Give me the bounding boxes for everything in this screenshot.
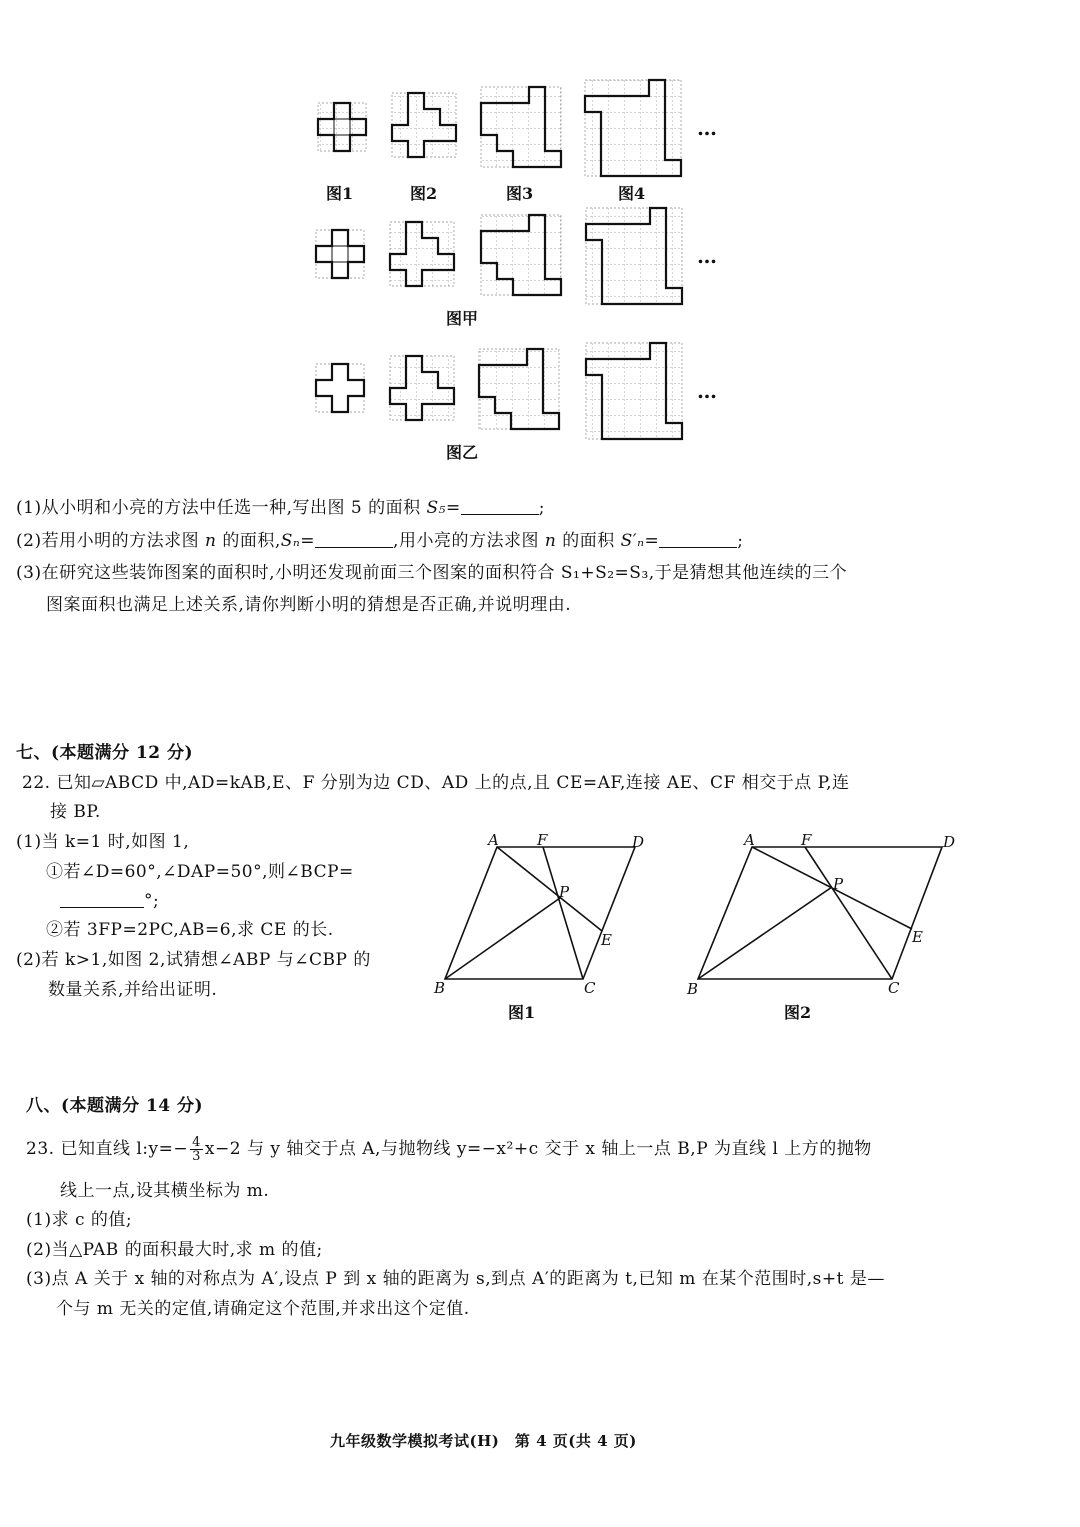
q22-line2: 接 BP. <box>50 802 101 822</box>
tile-figures-row-1 <box>0 0 1080 210</box>
page-footer: 九年级数学模拟考试(H) 第 4 页(共 4 页) <box>330 1432 637 1450</box>
q21-part2: (2)若用小明的方法求图 n 的面积,Sₙ= ,用小亮的方法求图 n 的面积 S′ₙ= ; <box>16 531 744 551</box>
fig1-caption: 图1 <box>508 1003 536 1022</box>
fig-jia-label: 图甲 <box>446 309 479 328</box>
row1-ellipsis: … <box>697 116 717 140</box>
fig2-point-A: A <box>744 831 756 849</box>
q21-part1: (1)从小明和小亮的方法中任选一种,写出图 5 的面积 S₅= ; <box>16 498 545 518</box>
figure-row-3 <box>0 335 1080 465</box>
q21-answer-blank-2[interactable] <box>315 531 393 548</box>
q21-s5: S₅ <box>426 498 446 518</box>
figure-row-2 <box>0 200 1080 330</box>
fig1-label: 图1 <box>326 184 354 203</box>
fig2-point-P: P <box>833 875 844 893</box>
fig3-label: 图3 <box>506 184 534 203</box>
q23-part2: (2)当△PAB 的面积最大时,求 m 的值; <box>26 1240 323 1260</box>
fig1-point-E: E <box>601 931 613 949</box>
fig1-point-F: F <box>537 831 548 849</box>
q22-part1a-blank-line: °; <box>60 890 159 912</box>
fraction-4-3: $\frac{4}{3}$ <box>192 1135 201 1164</box>
q22-figure-1 <box>430 825 660 1025</box>
fig2-caption: 图2 <box>784 1003 812 1022</box>
q22-part2-line1: (2)若 k>1,如图 2,试猜想∠ABP 与∠CBP 的 <box>16 950 371 970</box>
parallelogram-diagram-1 <box>430 825 660 1025</box>
q21-part3-line2: 图案面积也满足上述关系,请你判断小明的猜想是否正确,并说明理由. <box>46 595 572 615</box>
fig2-point-F: F <box>801 831 812 849</box>
fig2-point-E: E <box>912 928 924 946</box>
row2-ellipsis: … <box>697 244 717 268</box>
section7-heading: 七、(本题满分 12 分) <box>16 743 194 763</box>
q22-part1b: ②若 3FP=2PC,AB=6,求 CE 的长. <box>46 920 334 940</box>
q21-answer-blank-3[interactable] <box>659 531 737 548</box>
q21-part3-line1: (3)在研究这些装饰图案的面积时,小明还发现前面三个图案的面积符合 S₁+S₂=S₃,于是猜想其他连续的三个 <box>16 563 848 583</box>
fig1-point-D: D <box>632 833 645 851</box>
q23-line1: 23. 已知直线 l:y=− $\frac{4}{3}$ x−2 与 y 轴交于点 A,与抛物线 y=−x²+c 交于 x 轴上一点 B,P 为直线 l 上方的抛物 <box>26 1135 872 1164</box>
section8-heading: 八、(本题满分 14 分) <box>26 1096 204 1116</box>
fig2-point-B: B <box>687 980 699 998</box>
fig-yi-label: 图乙 <box>446 443 479 462</box>
fig1-point-A: A <box>488 831 500 849</box>
tile-figures-row-3 <box>0 335 1080 465</box>
fig1-point-P: P <box>559 883 570 901</box>
q23-part3-line2: 个与 m 无关的定值,请确定这个范围,并求出这个定值. <box>56 1299 470 1319</box>
q21-answer-blank-1[interactable] <box>461 498 539 515</box>
fig2-point-D: D <box>943 833 956 851</box>
q23-part1: (1)求 c 的值; <box>26 1210 133 1230</box>
q22-figure-2 <box>680 825 970 1025</box>
fig1-point-B: B <box>434 979 446 997</box>
fig1-point-C: C <box>584 979 596 997</box>
q22-answer-blank[interactable] <box>60 891 144 908</box>
q22-part1: (1)当 k=1 时,如图 1, <box>16 832 190 852</box>
parallelogram-diagram-2 <box>680 825 970 1025</box>
fig2-point-C: C <box>888 979 900 997</box>
q22-part2-line2: 数量关系,并给出证明. <box>48 980 218 1000</box>
q23-part3-line1: (3)点 A 关于 x 轴的对称点为 A′,设点 P 到 x 轴的距离为 s,到点 A′的距离为 t,已知 m 在某个范围时,s+t 是— <box>26 1269 885 1289</box>
fig4-label: 图4 <box>618 184 646 203</box>
q22-line1: 22. 已知▱ABCD 中,AD=kAB,E、F 分别为边 CD、AD 上的点,且 CE=AF,连接 AE、CF 相交于点 P,连 <box>22 773 850 793</box>
q22-part1a: ①若∠D=60°,∠DAP=50°,则∠BCP= <box>46 862 354 882</box>
fig2-label: 图2 <box>410 184 438 203</box>
figure-row-1 <box>0 0 1080 210</box>
q23-line2: 线上一点,设其横坐标为 m. <box>60 1181 270 1201</box>
tile-figures-row-2 <box>0 200 1080 330</box>
row3-ellipsis: … <box>697 379 717 403</box>
